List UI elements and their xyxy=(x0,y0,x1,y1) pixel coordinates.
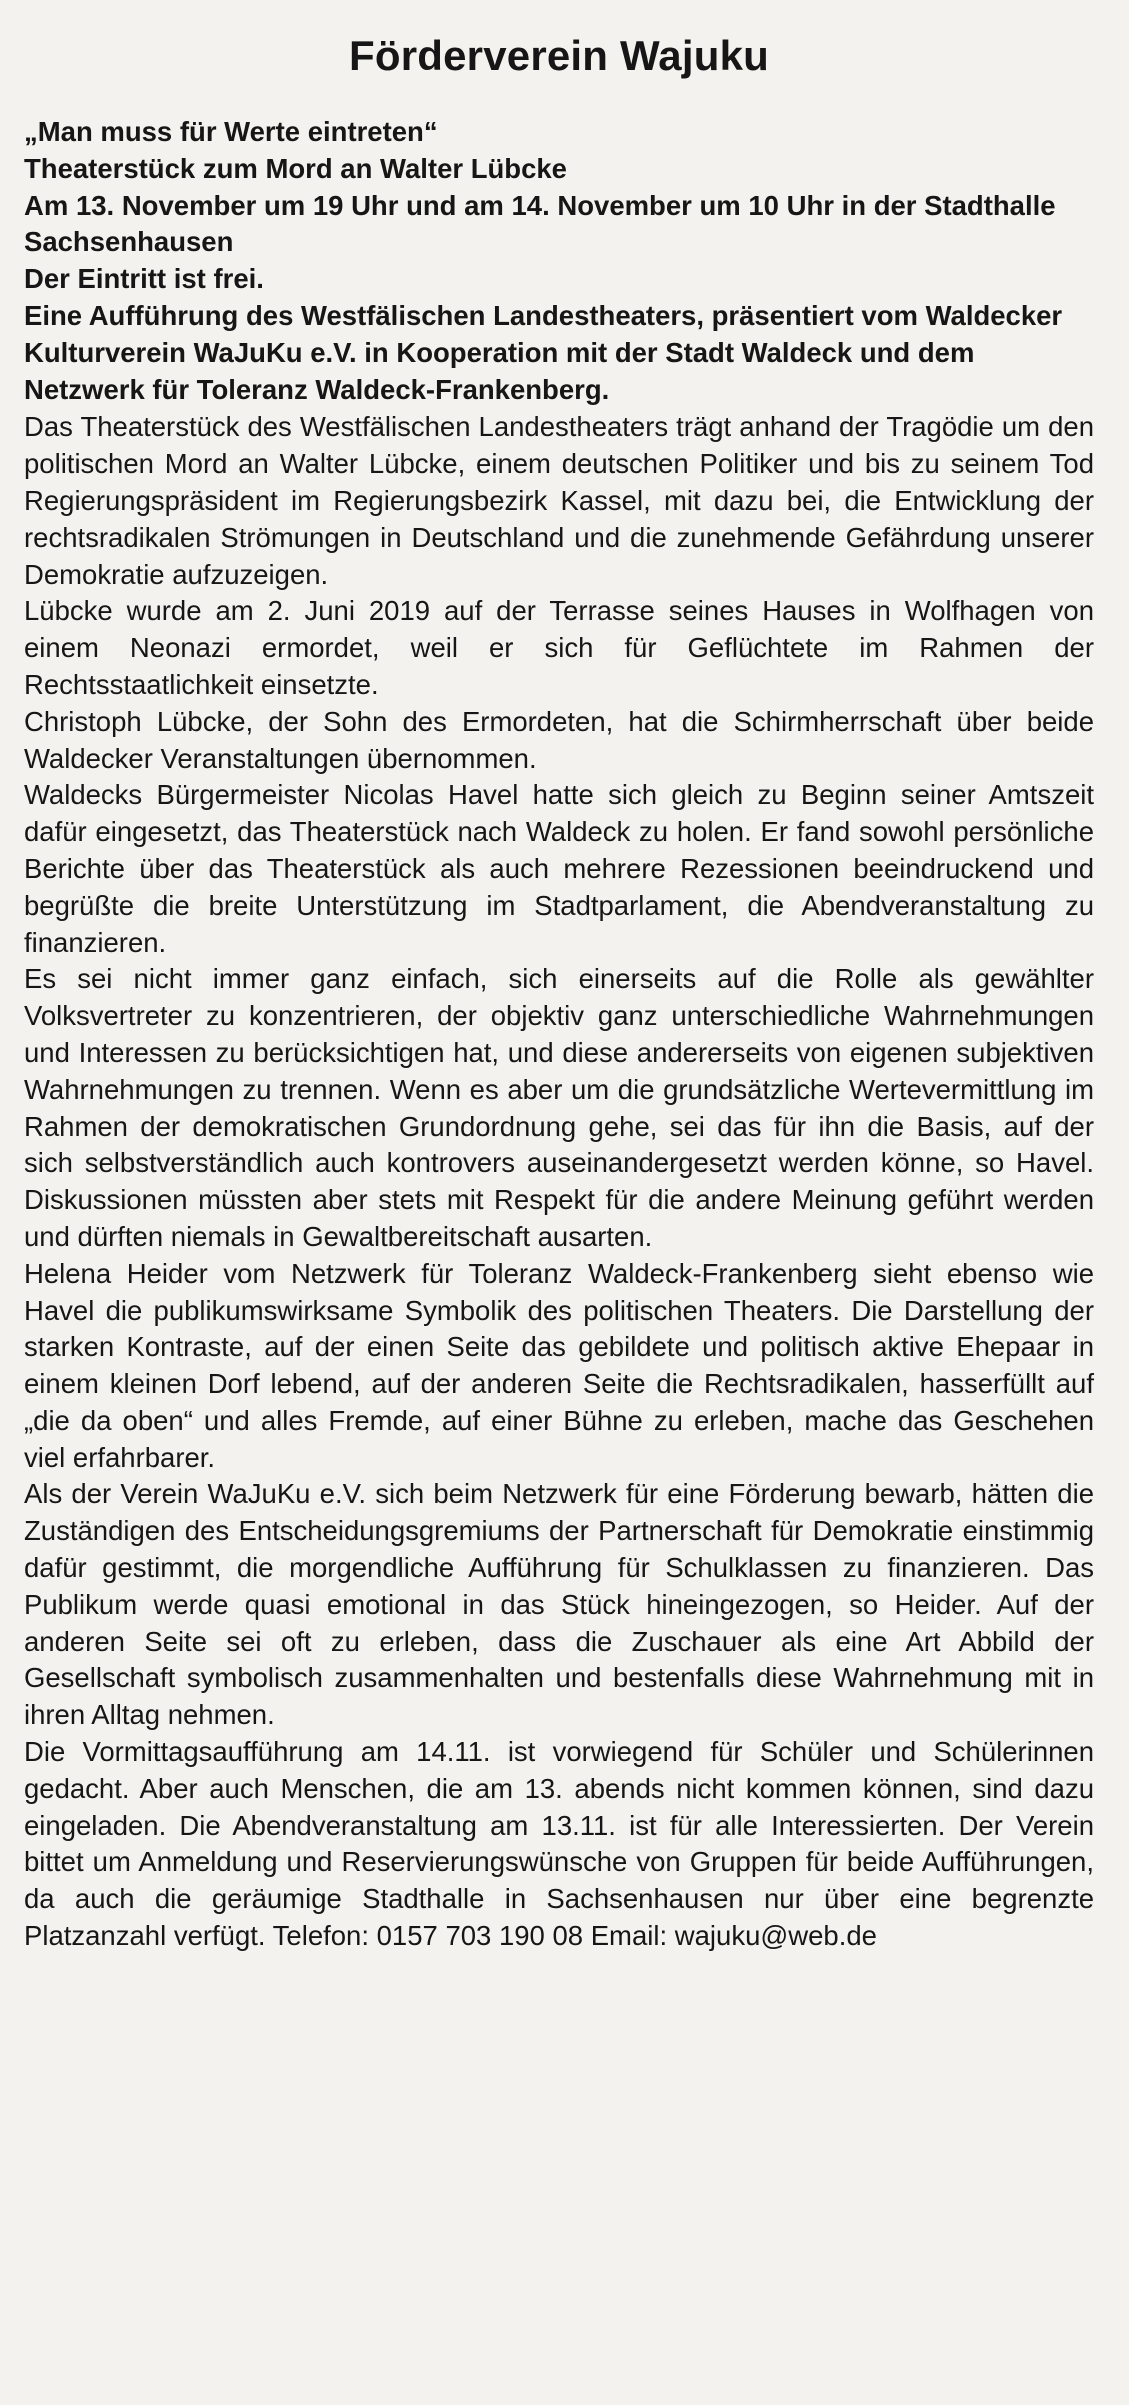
article xyxy=(24,28,1094,1955)
article-title: Förderverein Wajuku xyxy=(348,32,769,79)
body-paragraph: Waldecks Bürgermeister Nicolas Havel hatte sich gleich zu Beginn seiner Amtszeit dafür eingesetzt, das Theaterstück nach Waldeck zu holen. Er fand sowohl persönliche Berichte über das Theaterstück als auch mehrere Rezessionen beeindruckend und begrüßte die breite Unterstützung im Stadtparlament, die Abendveranstaltung zu finanzieren. xyxy=(24,779,1094,958)
body-paragraph: Helena Heider vom Netzwerk für Toleranz Waldeck-Frankenberg sieht ebenso wie Havel die publikumswirksame Symbolik des politischen Theaters. Die Darstellung der starken Kontraste, auf der einen Seite das gebildete und politisch aktive Ehepaar in einem kleinen Dorf lebend, auf der anderen Seite die Rechtsradikalen, hasserfüllt auf „die da oben“ und alles Fremde, auf einer Bühne zu erleben, mache das Geschehen viel erfahrbarer. xyxy=(24,1257,1094,1473)
body-paragraph: Das Theaterstück des Westfälischen Landestheaters trägt anhand der Tragödie um den politischen Mord an Walter Lübcke, einem deutschen Politiker und bis zu seinem Tod Regierungspräsident im Regierungsbezirk Kassel, mit dazu bei, die Entwicklung der rechtsradikalen Strömungen in Deutschland und die zunehmende Gefährdung unserer Demokratie aufzuzeigen. xyxy=(24,411,1094,590)
lead-presenter: Eine Aufführung des Westfälischen Landestheaters, präsentiert vom Waldecker Kulturverein WaJuKu e.V. in Kooperation mit der Stadt Waldeck und dem Netzwerk für Toleranz Waldeck-Frankenberg. xyxy=(24,299,1063,405)
body-paragraph: Es sei nicht immer ganz einfach, sich einerseits auf die Rolle als gewählter Volksvertreter zu konzentrieren, der objektiv ganz unterschiedliche Wahrnehmungen und Interessen zu berücksichtigen hat, und diese andererseits von eigenen subjektiven Wahrnehmungen zu trennen. Wenn es aber um die grundsätzliche Wertevermittlung im Rahmen der demokratischen Grundordnung gehe, sei das für ihn die Basis, auf der sich selbstverständlich auch kontrovers auseinandergesetzt werden könne, so Havel. Diskussionen müssten aber stets mit Respekt für die andere Meinung geführt werden und dürften niemals in Gewaltbereitschaft ausarten. xyxy=(24,963,1094,1252)
lead-subtitle: Theaterstück zum Mord an Walter Lübcke xyxy=(24,152,567,184)
article-body xyxy=(24,409,1094,1954)
lead-quote: „Man muss für Werte eintreten“ xyxy=(24,116,438,147)
lead-date-venue: Am 13. November um 19 Uhr und am 14. November um 10 Uhr in der Stadthalle Sachsenhausen xyxy=(24,189,1056,258)
body-paragraph-contact: Die Vormittagsaufführung am 14.11. ist vorwiegend für Schüler und Schülerinnen gedacht. Aber auch Menschen, die am 13. abends nicht kommen können, sind dazu eingeladen. Die Abendveranstaltung am 13.11. ist für alle Interessierten. Der Verein bittet um Anmeldung und Reservierungswünsche von Gruppen für beide Aufführungen, da auch die geräumige Stadthalle in Sachsenhausen nur über eine begrenzte Platzanzahl verfügt. Telefon: 0157 703 190 08 Email: wajuku@web.de xyxy=(24,1736,1094,1952)
lead-admission: Der Eintritt ist frei. xyxy=(24,263,264,295)
article-lead xyxy=(24,114,1094,408)
body-paragraph: Lübcke wurde am 2. Juni 2019 auf der Terrasse seines Hauses in Wolfhagen von einem Neonazi ermordet, weil er sich für Geflüchtete im Rahmen der Rechtsstaatlichkeit einsetzte. xyxy=(24,595,1094,700)
body-paragraph: Christoph Lübcke, der Sohn des Ermordeten, hat die Schirmherrschaft über beide Waldecker Veranstaltungen übernommen. xyxy=(24,705,1094,774)
body-paragraph: Als der Verein WaJuKu e.V. sich beim Netzwerk für eine Förderung bewarb, hätten die Zuständigen des Entscheidungsgremiums der Partnerschaft für Demokratie einstimmig dafür gestimmt, die morgendliche Aufführung für Schulklassen zu finanzieren. Das Publikum werde quasi emotional in das Stück hineingezogen, so Heider. Auf der anderen Seite sei oft zu erleben, dass die Zuschauer als eine Art Abbild der Gesellschaft symbolisch zusammenhalten und bestenfalls diese Wahrnehmung mit in ihren Alltag nehmen. xyxy=(24,1478,1094,1731)
